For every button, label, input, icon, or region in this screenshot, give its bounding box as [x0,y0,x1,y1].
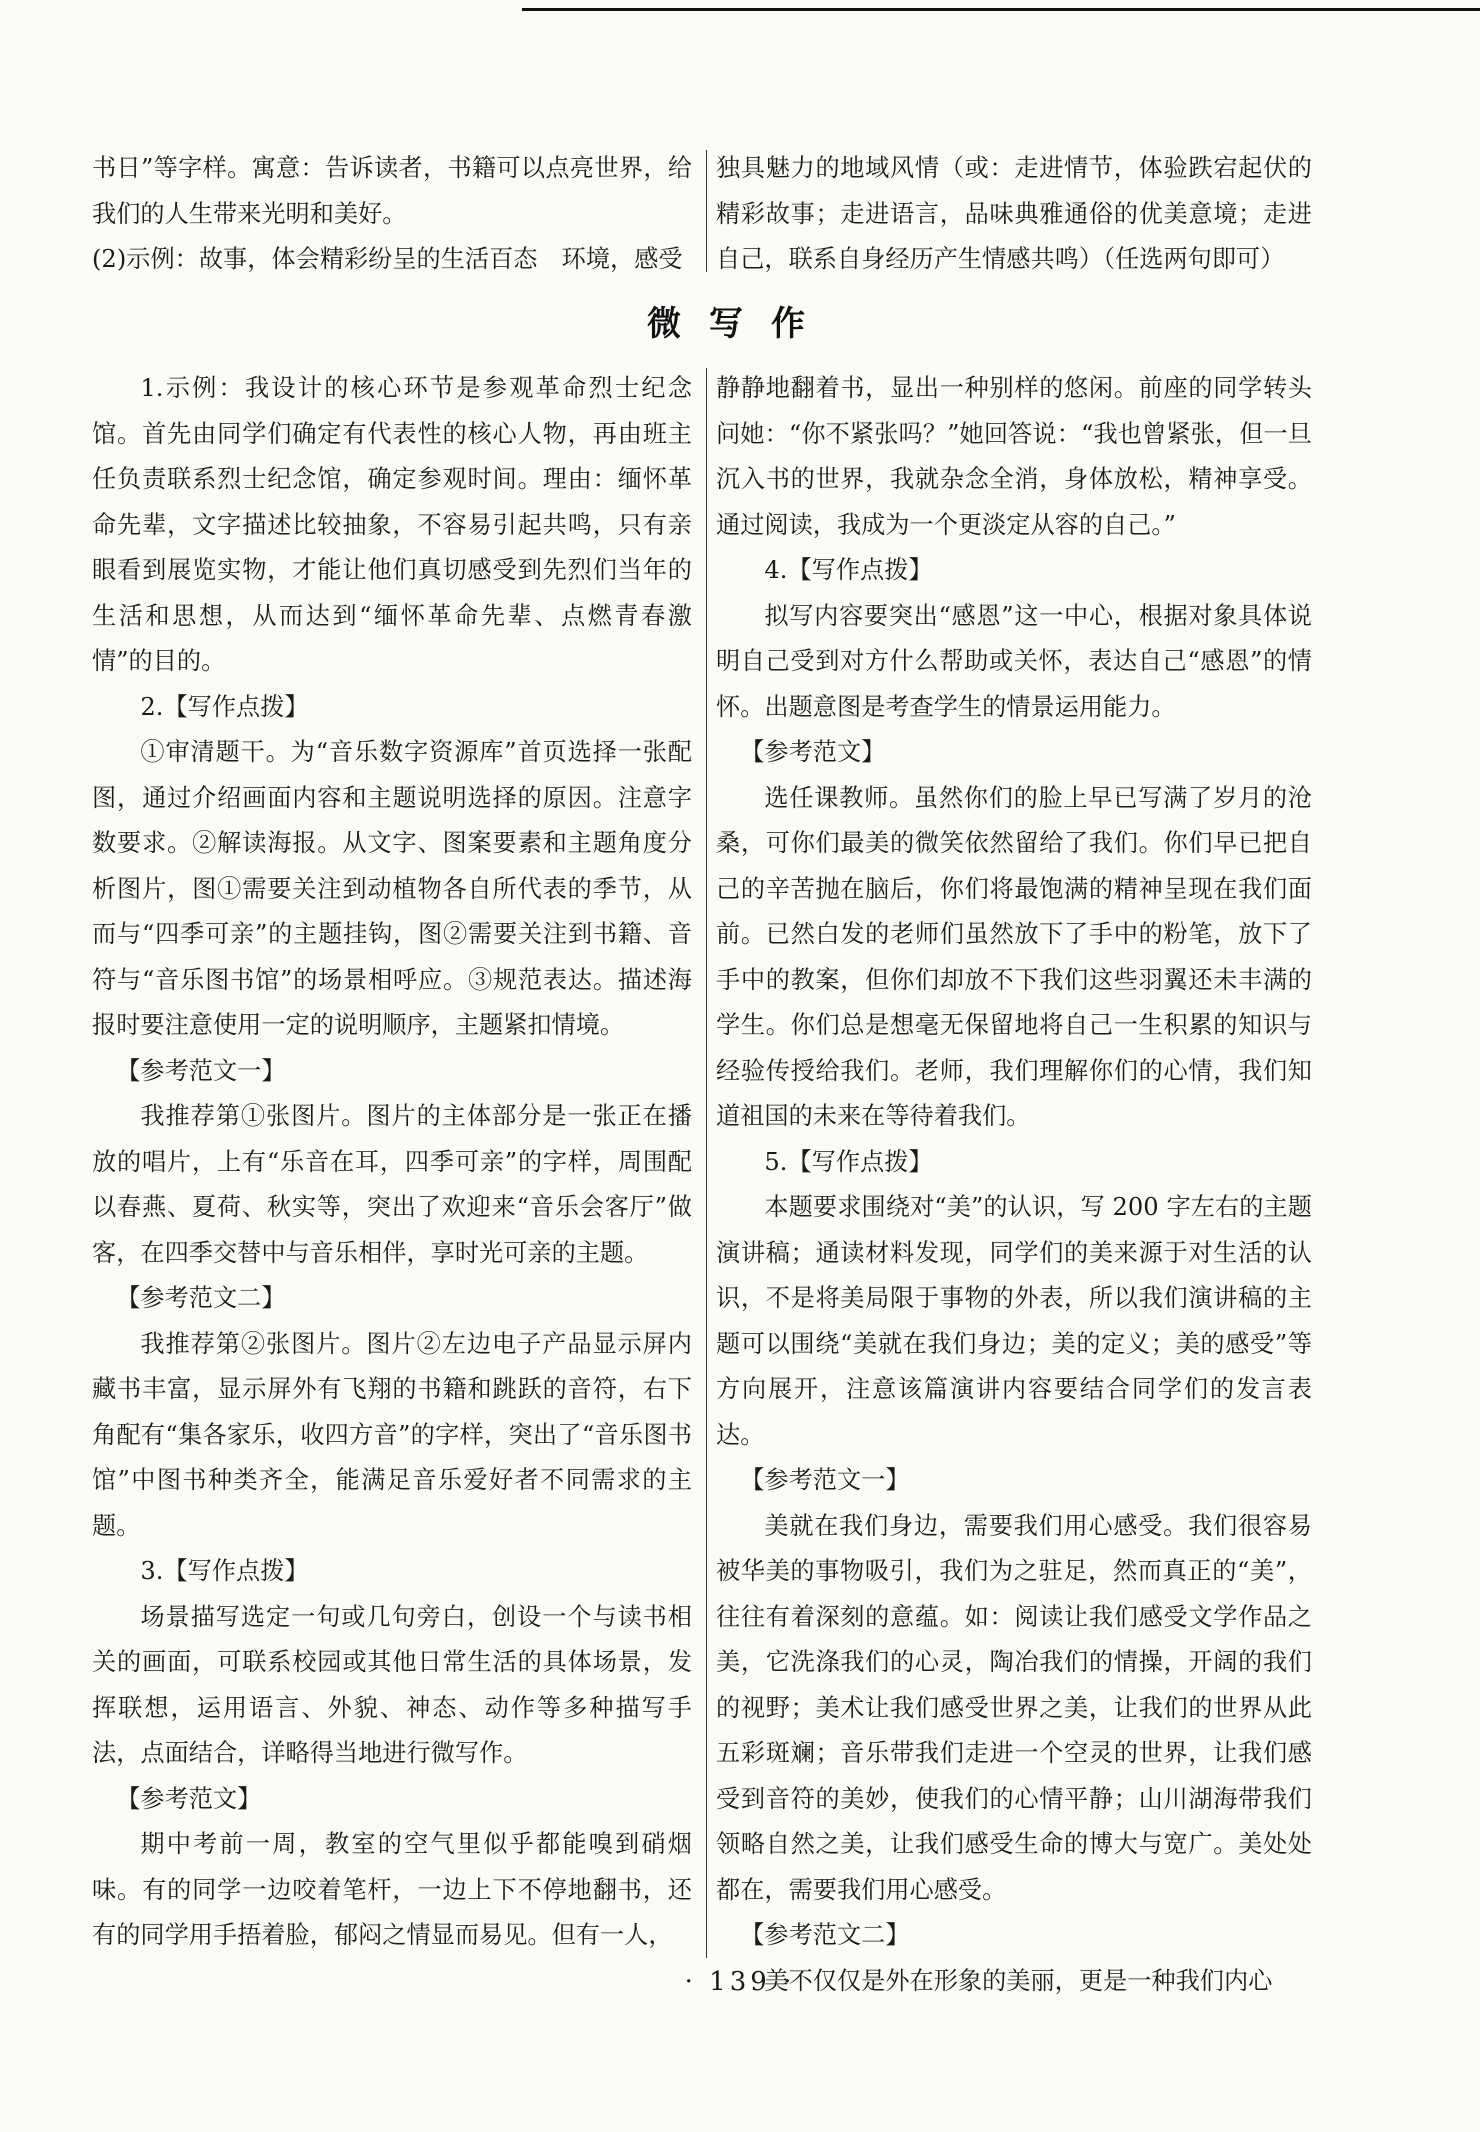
section-heading: 2.【写作点拨】 [140,692,309,721]
top-right-column [716,146,1312,283]
top-column-divider [706,150,707,272]
paragraph: 静静地翻着书，显出一种别样的悠闲。前座的同学转头问她：“你不紧张吗？”她回答说：“我也曾紧张，但一旦沉入书的世界，我就杂念全消，身体放松，精神享受。通过阅读，我成为一个更淡定从容的自己。” [716,374,1312,539]
paragraph: 独具魅力的地域风情（或：走进情节，体验跌宕起伏的精彩故事；走进语言，品味典雅通俗的优美意境；走进自己，联系自身经历产生情感共鸣）（任选两句即可） [716,154,1312,273]
paragraph: 场景描写选定一句或几句旁白，创设一个与读书相关的画面，可联系校园或其他日常生活的具体场景，发挥联想，运用语言、外貌、神态、动作等多种描写手法，点面结合，详略得当地进行微写作。 [92,1602,692,1767]
section-heading: 【参考范文】 [740,738,886,766]
section-heading: 【参考范文二】 [740,1921,910,1949]
section-heading: 4.【写作点拨】 [764,556,933,584]
paragraph: 我推荐第②张图片。图片②左边电子产品显示屏内藏书丰富，显示屏外有飞翔的书籍和跳跃的音符，右下角配有“集各家乐，收四方音”的字样，突出了“音乐图书馆”中图书种类齐全，能满足音乐爱好者不同需求的主题。 [92,1329,692,1540]
right-column [716,366,1312,2004]
section-heading: 【参考范文二】 [116,1284,286,1312]
paragraph: 1.示例：我设计的核心环节是参观革命烈士纪念馆。首先由同学们确定有代表性的核心人物，再由班主任负责联系烈士纪念馆，确定参观时间。理由：缅怀革命先辈，文字描述比较抽象，不容易引起共鸣，只有亲眼看到展览实物，才能让他们真切感受到先烈们当年的生活和思想，从而达到“缅怀革命先辈、点燃青春激情”的目的。 [92,374,692,675]
main-column-divider [706,368,707,1958]
paragraph: 我推荐第①张图片。图片的主体部分是一张正在播放的唱片，上有“乐音在耳，四季可亲”的字样，周围配以春燕、夏荷、秋实等，突出了欢迎来“音乐会客厅”做客，在四季交替中与音乐相伴，享时光可亲的主题。 [92,1102,692,1267]
paragraph: 书日”等字样。寓意：告诉读者，书籍可以点亮世界，给我们的人生带来光明和美好。 [92,154,692,228]
section-heading: 【参考范文一】 [740,1466,910,1494]
top-rule [522,8,1480,11]
paragraph: 美不仅仅是外在形象的美丽，更是一种我们内心 [764,1966,1273,1995]
left-column [92,366,692,1959]
paragraph: ①审清题干。为“音乐数字资源库”首页选择一张配图，通过介绍画面内容和主题说明选择的原因。注意字数要求。②解读海报。从文字、图案要素和主题角度分析图片，图①需要关注到动植物各自所代表的季节，从而与“四季可亲”的主题挂钩，图②需要关注到书籍、音符与“音乐图书馆”的场景相呼应。③规范表达。描述海报时要注意使用一定的说明顺序，主题紧扣情境。 [92,738,692,1039]
paragraph: 拟写内容要突出“感恩”这一中心，根据对象具体说明自己受到对方什么帮助或关怀，表达自己“感恩”的情怀。出题意图是考查学生的情景运用能力。 [716,601,1312,721]
page-number: · 139 · [684,1967,796,1997]
section-heading: 3.【写作点拨】 [140,1557,309,1585]
section-heading: 【参考范文】 [116,1784,262,1813]
paragraph: 期中考前一周，教室的空气里似乎都能嗅到硝烟味。有的同学一边咬着笔杆，一边上下不停地翻书，还有的同学用手捂着脸，郁闷之情显而易见。但有一人， [92,1830,692,1949]
top-left-column [92,146,692,283]
paragraph: 选任课教师。虽然你们的脸上早已写满了岁月的沧桑，可你们最美的微笑依然留给了我们。你们早已把自己的辛苦抛在脑后，你们将最饱满的精神呈现在我们面前。已然白发的老师们虽然放下了手中的粉笔，放下了手中的教案，但你们却放不下我们这些羽翼还未丰满的学生。你们总是想毫无保留地将自己一生积累的知识与经验传授给我们。老师，我们理解你们的心情，我们知道祖国的未来在等待着我们。 [716,783,1312,1130]
section-heading: 5.【写作点拨】 [764,1147,933,1176]
paragraph: 美就在我们身边，需要我们用心感受。我们很容易被华美的事物吸引，我们为之驻足，然而真正的“美”，往往有着深刻的意蕴。如：阅读让我们感受文学作品之美，它洗涤我们的心灵，陶冶我们的情操，开阔的我们的视野；美术让我们感受世界之美，让我们的世界从此五彩斑斓；音乐带我们走进一个空灵的世界，让我们感受到音符的美妙，使我们的心情平静；山川湖海带我们领略自然之美，让我们感受生命的博大与宽广。美处处都在，需要我们用心感受。 [716,1511,1312,1904]
paragraph: 本题要求围绕对“美”的认识，写 200 字左右的主题演讲稿；通读材料发现，同学们的美来源于对生活的认识，不是将美局限于事物的外表，所以我们演讲稿的主题可以围绕“美就在我们身边；美的定义；美的感受”等方向展开，注意该篇演讲内容要结合同学们的发言表达。 [716,1193,1312,1449]
section-heading: 【参考范文一】 [116,1056,286,1085]
section-title: 微写作 [647,304,833,344]
paragraph: (2)示例：故事，体会精彩纷呈的生活百态 环境，感受 [92,245,683,273]
